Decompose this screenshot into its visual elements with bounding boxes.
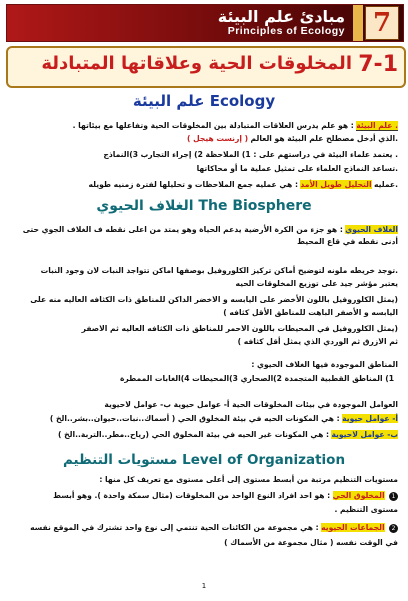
level-organism — [53, 491, 398, 501]
number-badge-2: 2 — [389, 524, 398, 533]
ecology-definition-text: : هو علم يدرس العلاقات المتبادلة بين المخلوقات الحية وتفاعلها مع بيئاتها . — [72, 121, 354, 130]
environment-factors-line: العوامل الموجودة في بيئات المخلوقات الحية أ- عوامل حيوية ب- عوامل لاحيوية — [104, 400, 398, 409]
population-text-cont: في الوقت نفسه ( مثال مجموعة من الأسماك ) — [224, 538, 398, 547]
banner-title-english: Principles of Ecology — [227, 25, 345, 37]
banner-title-arabic: مبادئ علم البيئة — [217, 7, 345, 26]
population-term: الجماعات الحيويه — [321, 523, 385, 532]
biosphere-term: الغلاف الحيوي — [345, 225, 398, 234]
page-number: 1 — [201, 582, 207, 590]
abiotic-factors — [58, 430, 398, 440]
chapter-title-box — [6, 46, 406, 88]
level-population — [30, 523, 398, 533]
chapter-title-number: 7-1 — [358, 52, 398, 77]
population-text: : هي مجموعة من الكائنات الحية تنتمي إلى نوع واحد تشترك في الموقع نفسه — [30, 523, 319, 532]
section-heading-ecology: علم البيئة Ecology — [132, 92, 276, 110]
banner-stripe — [353, 5, 363, 41]
organism-term: المخلوق الحي — [332, 491, 385, 500]
biosphere-regions-list: 1) المناطق القطبية المتجمدة 2)الصحاري 3)المحيطات 4)الغابات الممطرة — [119, 374, 394, 383]
ecology-models: .تساعد النماذج العلماء على تمثيل عملية ما أو محاكاتها — [196, 164, 398, 173]
section-heading-biosphere: الغلاف الحيوي The Biosphere — [96, 198, 312, 214]
long-term-prefix: .عمليه — [374, 180, 398, 189]
biotic-text: : هي المكونات الحيه في بيئة المخلوق الحي ( أسماك..نبات..حيوان..بشر..الخ ) — [49, 414, 340, 423]
abiotic-term: ب- عوامل لاحيوية — [331, 430, 398, 439]
ecology-methods: . يعتمد علماء البيئة في دراستهم على : 1) الملاحظة 2) إجراء التجارب 3)النماذج — [103, 150, 398, 159]
biosphere-definition — [10, 224, 398, 248]
abiotic-text: : هي المكونات غير الحيه في بيئة المخلوق الحي (رياح..مطر..التربة..الخ ) — [58, 430, 330, 439]
ecology-term: . علم البيئة — [356, 121, 398, 130]
scientist-name: ( إرنست هيجل ) — [187, 134, 249, 143]
chapter-number-badge: 7 — [365, 6, 399, 40]
organism-text: : هو احد افراد النوع الواحد من المخلوقات (مثال سمكة واحدة ). وهو أبسط — [53, 491, 331, 500]
header-banner — [6, 4, 404, 42]
organism-text-cont: مستوى التنظيم . — [334, 505, 398, 514]
section-heading-organization: مستويات التنظيم Level of Organization — [62, 452, 346, 468]
chlorophyll-map-line2: يعتبر مؤشر جيد على توزيع المخلوقات الحيه — [235, 279, 398, 288]
ocean-chlorophyll-line2: ثم الازرق ثم الوردي الذي يمثل أقل كثافه ) — [237, 337, 398, 346]
long-term-analysis — [89, 180, 398, 190]
land-chlorophyll-line2: اليابسه و الأصفر الباهت للمناطق الأقل كثافه ) — [223, 308, 398, 317]
biosphere-regions-intro: المناطق الموجودة فيها الغلاف الحيوي : — [251, 360, 398, 369]
chapter-title-text: المخلوقات الحية وعلاقاتها المتبادلة — [41, 53, 352, 74]
ecology-definition — [73, 121, 398, 131]
organization-intro: مستويات التنظيم مرتبة من أبسط مستوى إلى أعلى مستوى مع تعريف كل منها : — [99, 475, 398, 484]
number-badge-1: 1 — [389, 492, 398, 501]
land-chlorophyll-line1: (يمثل الكلوروفيل باللون الأخضر على اليابسه و الاخضر الداكن للمناطق ذات الكثافه العاليه منه على — [30, 295, 398, 304]
biotic-factors — [50, 414, 398, 424]
biosphere-definition-text: : هو جزء من الكرة الأرضية يدعم الحياة وهو يمتد من اعلى نقطه ف الغلاف الجوي حتى أدنى نقطه في قاع المحيط — [22, 225, 398, 246]
ecology-origin-text: .الذي أدخل مصطلح علم البيئة هو العالم — [250, 134, 398, 143]
chlorophyll-map-line1: .توجد خريطه ملونه لتوضيح أماكن تركيز الكلوروفيل بوصفها اماكن تتواجد النبات لان وجود النبات — [40, 266, 398, 275]
long-term-text: : هي عمليه جمع الملاحظات و تحليلها لفترة زمنيه طويله — [88, 180, 298, 189]
ecology-term-origin — [187, 134, 398, 144]
long-term-term: التحليل طويل الأمد — [300, 180, 372, 189]
biotic-term: أ- عوامل حيوية — [342, 414, 398, 423]
ocean-chlorophyll-line1: (يمثل الكلوروفيل في المحيطات باللون الاحمر للمناطق ذات الكثافه العاليه ثم الاصفر — [81, 324, 398, 333]
